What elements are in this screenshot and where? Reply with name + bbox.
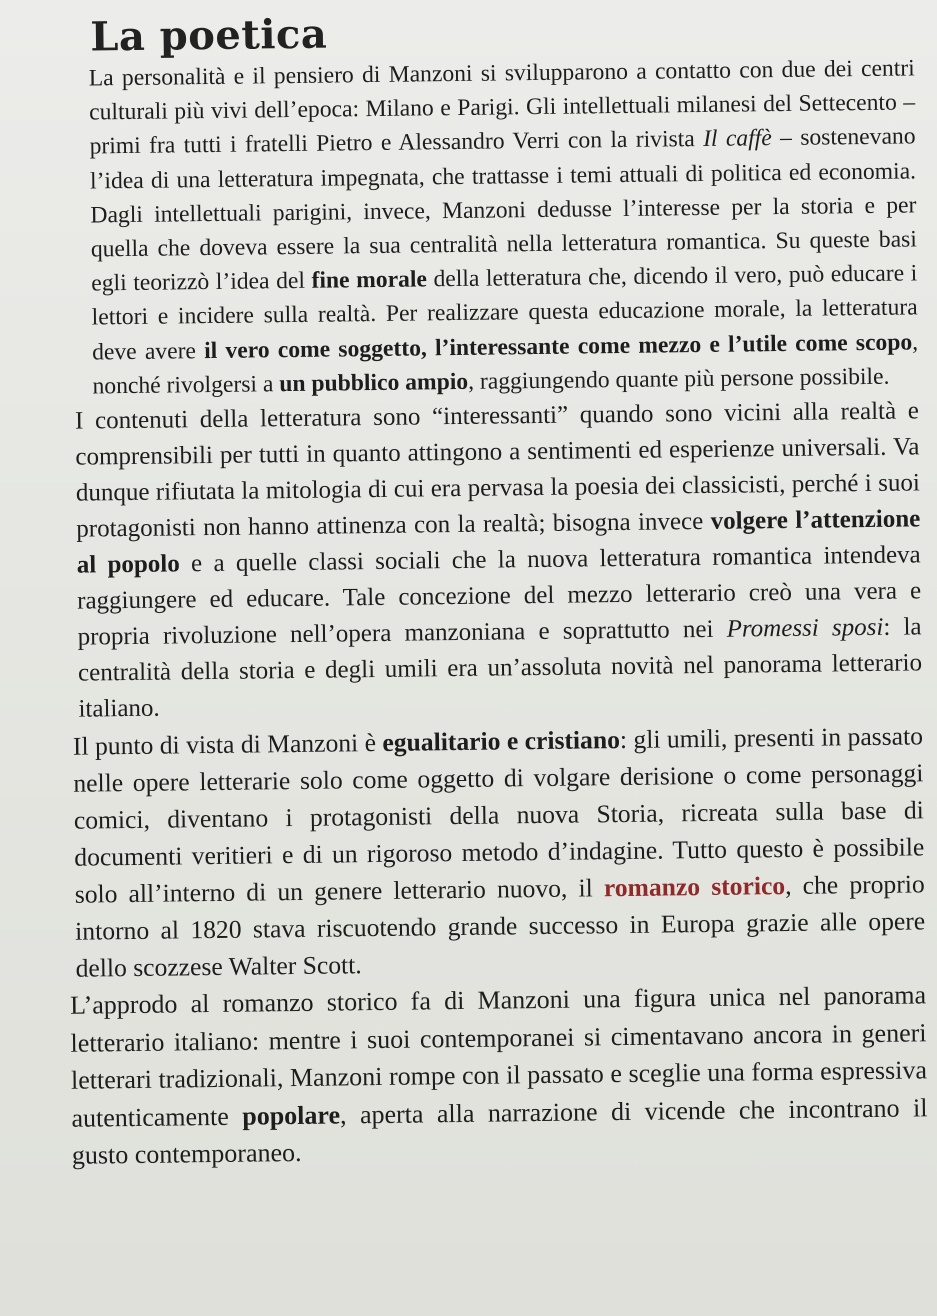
- text: della letteratura che, dicendo il vero, può educare i lettori e incidere sulla realtà. Per realizzare questa educazione morale, la letteratura deve avere: [91, 260, 918, 366]
- text: e a quelle classi sociali che la nuova letteratura romantica intendeva raggiungere ed educare. Tale concezione del mezzo letterario creò una vera e propria rivoluzione nell’opera manzoniana e soprattutto nei: [77, 541, 922, 651]
- text: : la centralità della storia e degli umili era un’assoluta novità nel panorama letterario italiano.: [77, 613, 923, 723]
- paragraph-1: [89, 51, 919, 403]
- highlight-text: romanzo storico: [603, 871, 786, 903]
- text: L’approdo al romanzo storico fa di Manzoni una figura unica nel panorama letterario italiano: mentre i suoi contemporanei si cimentavano ancora in generi letterari tradizionali, Manzoni rompe con il passato e sceglie una forma espressiva autenticamente: [69, 980, 928, 1133]
- italic-text: Il caffè: [702, 125, 772, 153]
- paragraph-3: [73, 717, 926, 986]
- text: , raggiungendo quante più persone possibile.: [467, 363, 890, 395]
- bold-text: fine morale: [311, 266, 428, 294]
- text: , che proprio intorno al 1820 stava riscuotendo grande successo in Europa grazie alle opere dello scozzese Walter Scott.: [75, 869, 926, 983]
- text: Il punto di vista di Manzoni è: [72, 727, 383, 761]
- text: – sostenevano l’idea di una letteratura impegnata, che trattasse i temi attuali di politica ed economia. Dagli intellettuali parigini, invece, Manzoni dedusse l’interesse per la storia e per quella che doveva essere la sua centralità nella letteratura romantica. Su queste basi egli teorizzò l’idea del: [89, 123, 917, 297]
- text: , aperta alla narrazione di vicende che incontrano il gusto contemporaneo.: [71, 1092, 928, 1170]
- bold-text: volgere l’attenzione al popolo: [76, 505, 921, 579]
- text: La personalità e il pensiero di Manzoni si svilupparono a contatto con due dei centri culturali più vivi dell’epoca: Milano e Parigi. Gli intellettuali milanesi del Settecento – primi fra tutti i fratelli Pietro e Alessandro Verri con la rivista: [88, 55, 916, 160]
- section-title: La poetica: [89, 10, 328, 61]
- bold-text: egualitario e cristiano: [382, 725, 621, 757]
- text: I contenuti della letteratura sono “interessanti” quando sono vicini alla realtà e comprensibili per tutti in quanto attingono a sentimenti ed esperienze universali. Va dunque rifiutata la mitologia di cui era pervasa la poesia dei classicisti, perché i suoi protagonisti non hanno attinenza con la realtà; bisogna invece: [74, 397, 920, 543]
- bold-text: il vero come soggetto, l’interessante come mezzo e l’utile come scopo: [203, 329, 913, 364]
- page-content: [46, 3, 928, 1174]
- italic-text: Promessi sposi: [726, 613, 884, 643]
- bold-text: popolare: [242, 1100, 341, 1131]
- bold-text: un pubblico ampio: [279, 368, 469, 398]
- text: , nonché rivolgersi a: [92, 328, 919, 400]
- paragraph-4: [70, 976, 928, 1174]
- text: : gli umili, presenti in passato nelle opere letterarie solo come oggetto di volgare derisione o come personaggi comici, diventano i protagonisti della nuova Storia, ricreata sulla base di documenti veritieri e di un rigoroso metodo d’indagine. Tutto questo è possibile solo all’interno di un genere letterario nuovo, il: [73, 721, 925, 909]
- paragraph-2: [75, 393, 923, 727]
